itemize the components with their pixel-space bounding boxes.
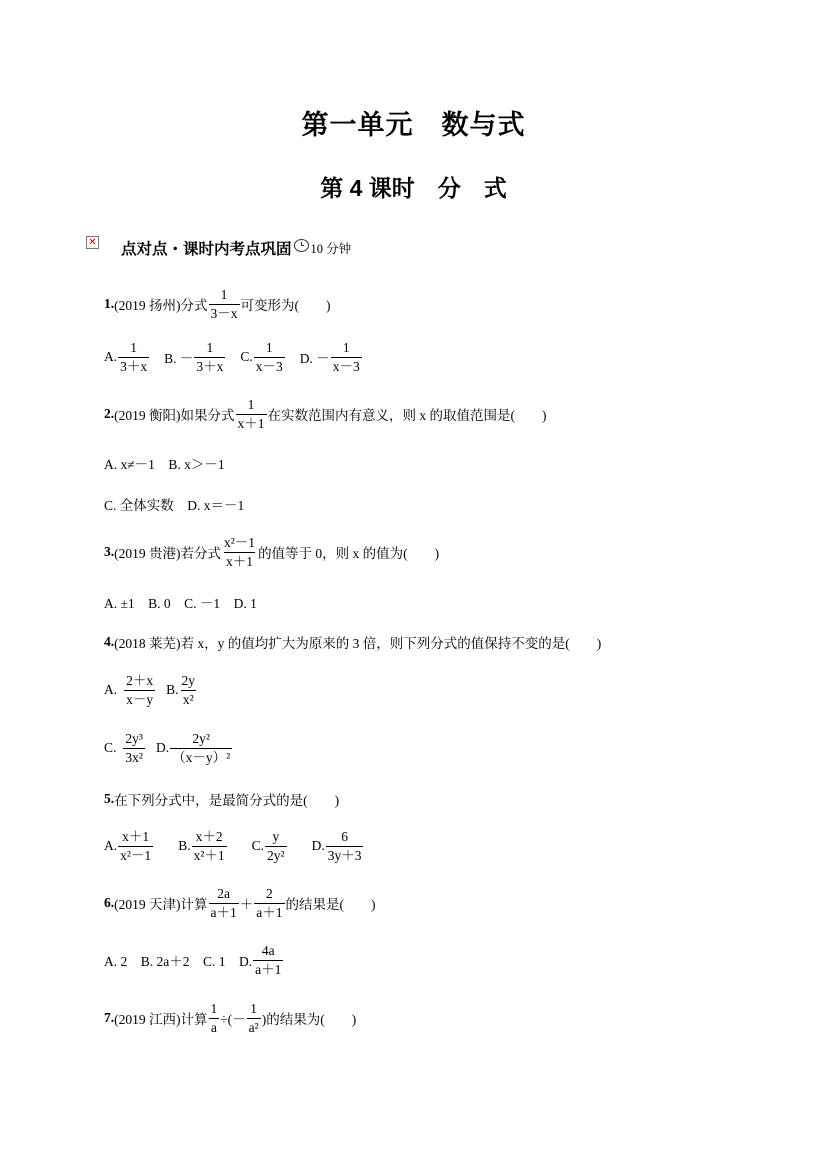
question-6: 6. (2019 天津)计算 $\frac{2a}{a+1}$ ＋ $\frac{2}{a+1}$ 的结果是( ) <box>104 886 376 920</box>
denominator: x² <box>182 691 194 707</box>
question-3: 3. (2019 贵港)若分式 $\frac{\text{x²－1}}{x+1}$ 的值等于 0，则 x 的值为( ) <box>104 535 440 569</box>
denominator: 3＋x <box>120 358 148 374</box>
denominator: x－y <box>126 691 154 707</box>
broken-image-icon: ✕ <box>86 236 99 249</box>
numerator: 2y² <box>192 731 210 746</box>
numerator: 1 <box>250 1001 258 1016</box>
denominator: x²＋1 <box>193 847 225 863</box>
denominator: 2y² <box>267 847 285 863</box>
section-label: 点对点・课时内考点巩固 <box>121 241 292 258</box>
numerator: 1 <box>206 340 214 355</box>
denominator: a＋1 <box>210 904 237 920</box>
numerator: x＋1 <box>122 829 150 844</box>
question-2-options-row1: A. x≠－1 B. x＞－1 <box>104 457 225 472</box>
numerator: x²－1 <box>224 535 256 550</box>
denominator: x＋1 <box>237 415 265 431</box>
fraction <box>209 886 239 920</box>
denominator: x－3 <box>255 358 283 374</box>
fraction <box>236 397 267 431</box>
question-1: 1. (2019 扬州)分式 $\frac{1}{3-x}$ 可变形为( ) <box>104 287 331 321</box>
denominator: 3x² <box>125 749 143 765</box>
denominator: （x－y）² <box>172 749 231 765</box>
numerator: 6 <box>341 829 348 844</box>
denominator: a＋1 <box>256 904 283 920</box>
denominator: x＋1 <box>226 553 254 569</box>
denominator: x－3 <box>332 358 360 374</box>
clock-icon <box>294 239 309 252</box>
denominator: 3－x <box>210 305 238 321</box>
question-4-options-row2: C. $\frac{\text{2y³}}{\text{3x²}}$ D. $\frac{\text{2y²}}{\text{（x－y）²}}$ <box>104 731 231 765</box>
numerator: 1 <box>265 340 273 355</box>
denominator: 3y＋3 <box>327 847 362 863</box>
numerator: x＋2 <box>195 829 223 844</box>
numerator: y <box>272 829 280 844</box>
question-4: 4. (2018 莱芜)若 x，y 的值均扩大为原来的 3 倍，则下列分式的值保持不变的是( ) <box>104 634 602 651</box>
denominator: a <box>210 1019 217 1035</box>
numerator: 2y <box>181 673 196 688</box>
numerator: 1 <box>130 340 137 355</box>
question-4-options-row1: A. $\frac{2+x}{x-y}$ B. $\frac{2y}{\text{x²}}$ <box>104 673 196 707</box>
numerator: 1 <box>210 1001 218 1016</box>
lesson-title: 第 4 课时 分 式 <box>320 175 507 201</box>
denominator: a² <box>248 1019 259 1035</box>
fraction <box>222 535 257 569</box>
denominator: x²－1 <box>120 847 152 863</box>
fraction <box>209 287 240 321</box>
fraction <box>247 1001 261 1035</box>
numerator: 4a <box>261 943 275 958</box>
unit-title: 第一单元 数与式 <box>301 110 526 140</box>
denominator: a＋1 <box>255 961 282 977</box>
section-header <box>86 237 351 259</box>
question-6-options: A. 2 B. 2a＋2 C. 1 D. $\frac{4a}{a+1}$ <box>104 943 282 977</box>
question-7: 7. (2019 江西)计算 $\frac{1}{a}$ ÷(－ $\frac{1}{\text{a²}}$ )的结果为( ) <box>104 1001 357 1035</box>
fraction <box>209 1001 220 1035</box>
question-5: 5. 在下列分式中，是最简分式的是( ) <box>104 791 340 808</box>
question-3-options: A. ±1 B. 0 C. －1 D. 1 <box>104 596 257 611</box>
numerator: 2a <box>217 886 230 901</box>
question-2: 2. (2019 衡阳)如果分式 $\frac{1}{x+1}$ 在实数范围内有意义，则 x 的取值范围是( ) <box>104 397 547 431</box>
numerator: 2y³ <box>125 731 143 746</box>
section-time: 10 分钟 <box>310 242 352 256</box>
denominator: 3＋x <box>196 358 224 374</box>
question-1-options: A. $\frac{1}{3+x}$ B. － $\frac{1}{3+x}$ C. $\frac{1}{x-3}$ D. － $\frac{1}{x-3}$ <box>104 340 360 374</box>
question-5-options: A. $\frac{x+1}{\text{x²－1}}$ B. $\frac{x+2}{\text{x²＋1}}$ C. $\frac{y}{\text{2y²}}$ D. $\frac{6}{3y+3}$ <box>104 829 362 863</box>
numerator: 1 <box>220 287 228 302</box>
numerator: 2＋x <box>126 673 154 688</box>
numerator: 2 <box>266 886 273 901</box>
numerator: 1 <box>342 340 350 355</box>
numerator: 1 <box>247 397 255 412</box>
fraction <box>254 886 284 920</box>
question-2-options-row2: C. 全体实数 D. x＝－1 <box>104 498 245 513</box>
